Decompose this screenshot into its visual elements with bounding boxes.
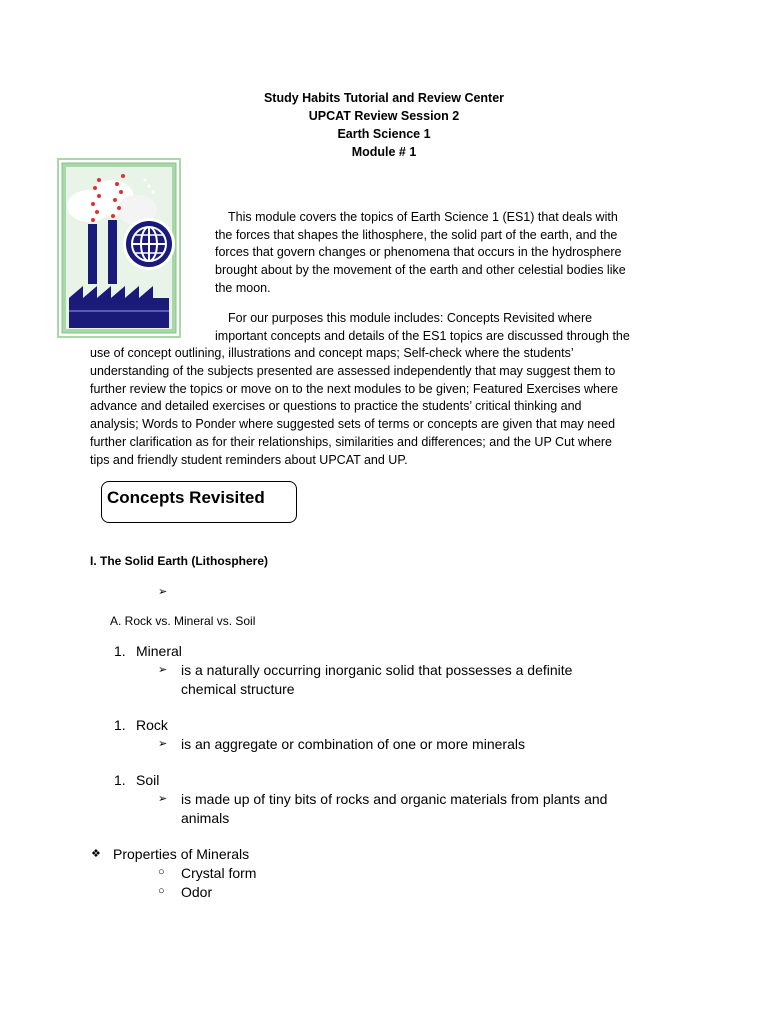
arrow-bullet-icon: ➢: [158, 738, 168, 750]
intro-p1-line-3: forces that govern changes or phenomena that occurs in the hydrosphere: [215, 245, 622, 259]
intro-p2-line-6: advance and detailed exercises or questions to practice the students’ critical thinking and: [90, 399, 582, 413]
factory-globe-clipart: [57, 158, 181, 338]
intro-p1-line-1: This module covers the topics of Earth Science 1 (ES1) that deals with: [228, 210, 618, 224]
item-term-rock: Rock: [136, 717, 168, 733]
intro-p1-line-2: the forces that shapes the lithosphere, the solid part of the earth, and the: [215, 228, 618, 242]
intro-p2-line-7: analysis; Words to Ponder where suggested sets of terms or concepts are given that may need: [90, 417, 616, 431]
property-item: Crystal form: [181, 865, 257, 881]
item-term-soil: Soil: [136, 772, 160, 788]
intro-p2-line-3: use of concept outlining, illustrations and concept maps; Self-check where the students’: [90, 346, 574, 360]
item-desc-line: chemical structure: [181, 681, 295, 697]
diamond-bullet-icon: ❖: [91, 848, 101, 860]
intro-p1-line-5: the moon.: [215, 281, 271, 295]
intro-p2-line-1: For our purposes this module includes: Concepts Revisited where: [228, 311, 593, 325]
item-desc-line: is made up of tiny bits of rocks and organic materials from plants and: [181, 791, 608, 807]
intro-p1-line-4: brought about by the movement of the earth and other celestial bodies like: [215, 263, 626, 277]
header-line-4: Module # 1: [351, 145, 417, 159]
intro-p2-line-5: further review the topics or move on to the next modules to be given; Featured Exercises where: [90, 382, 619, 396]
item-desc-line: is an aggregate or combination of one or more minerals: [181, 736, 525, 752]
subheading: A. Rock vs. Mineral vs. Soil: [110, 614, 256, 628]
item-term-mineral: Mineral: [136, 643, 182, 659]
item-desc-line: animals: [181, 810, 230, 826]
concepts-revisited-title: Concepts Revisited: [107, 488, 265, 507]
intro-p2-line-2: important concepts and details of the ES1 topics are discussed through the: [215, 329, 630, 343]
arrow-bullet-icon: ➢: [158, 793, 168, 805]
header-line-1: Study Habits Tutorial and Review Center: [263, 91, 505, 105]
item-number: 1.: [114, 643, 126, 659]
property-item: Odor: [181, 884, 213, 900]
properties-label: Properties of Minerals: [113, 846, 250, 862]
section-title: I. The Solid Earth (Lithosphere): [90, 554, 269, 568]
circle-bullet-icon: ○: [158, 866, 165, 878]
arrow-bullet-icon: ➢: [158, 586, 168, 598]
item-number: 1.: [114, 717, 126, 733]
arrow-bullet-icon: ➢: [158, 664, 168, 676]
header-line-3: Earth Science 1: [337, 127, 431, 141]
header-line-2: UPCAT Review Session 2: [308, 109, 460, 123]
intro-p2-line-4: understanding of the subjects presented are assessed independently that may suggest them to: [90, 364, 616, 378]
intro-p2-line-9: tips and friendly student reminders about UPCAT and UP.: [90, 453, 408, 467]
circle-bullet-icon: ○: [158, 885, 165, 897]
intro-p2-line-8: further clarification as for their relationships, similarities and differences; and the UP Cut where: [90, 435, 613, 449]
item-number: 1.: [114, 772, 126, 788]
item-desc-line: is a naturally occurring inorganic solid that possesses a definite: [181, 662, 573, 678]
